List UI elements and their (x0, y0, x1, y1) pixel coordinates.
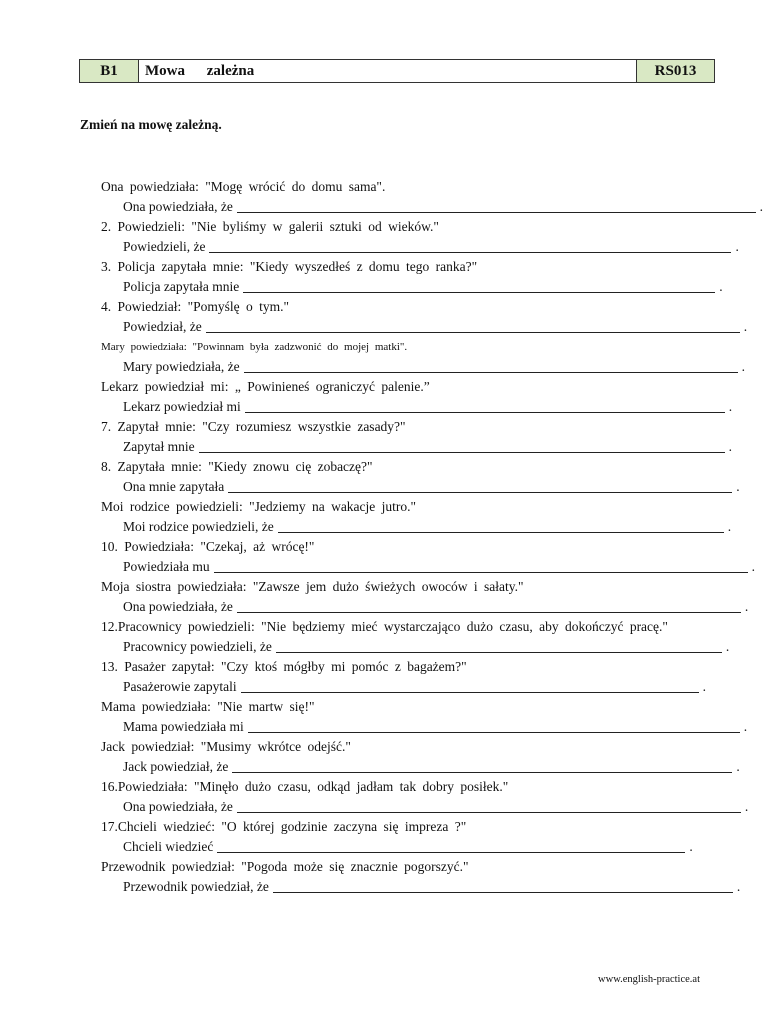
exercise-item: 3. Policja zapytała mnie: "Kiedy wyszedłeś z domu tego ranka?" Policja zapytała mnie . (101, 257, 763, 297)
exercise-item: Moja siostra powiedziała: "Zawsze jem dużo świeżych owoców i sałaty." Ona powiedziała, że . (101, 577, 763, 617)
answer-blank[interactable] (232, 758, 732, 773)
exercise-item: 7. Zapytał mnie: "Czy rozumiesz wszystkie zasady?" Zapytał mnie . (101, 417, 763, 457)
answer-stem: Jack powiedział, że (123, 759, 229, 774)
answer-blank[interactable] (199, 438, 725, 453)
answer-stem: Powiedzieli, że (123, 239, 206, 254)
exercise-prompt: Mama powiedziała: "Nie martw się!" (101, 699, 315, 714)
exercise-item: 13. Pasażer zapytał: "Czy ktoś mógłby mi pomóc z bagażem?" Pasażerowie zapytali . (101, 657, 763, 697)
level-badge: B1 (80, 60, 139, 82)
exercise-item: 17.Chcieli wiedzieć: "O której godzinie zaczyna się impreza ?" Chcieli wiedzieć . (101, 817, 763, 857)
answer-blank[interactable] (241, 678, 699, 693)
answer-blank[interactable] (273, 878, 733, 893)
answer-blank[interactable] (248, 718, 740, 733)
exercise-prompt: 8. Zapytała mnie: "Kiedy znowu cię zobaczę?" (101, 459, 373, 474)
exercise-item: 4. Powiedział: "Pomyślę o tym." Powiedział, że . (101, 297, 763, 337)
answer-blank[interactable] (245, 398, 725, 413)
answer-blank[interactable] (278, 518, 724, 533)
answer-blank[interactable] (237, 598, 741, 613)
exercise-prompt: Jack powiedział: "Musimy wkrótce odejść." (101, 739, 351, 754)
exercise-item: Mary powiedziała: "Powinnam była zadzwonić do mojej matki". Mary powiedziała, że . (101, 337, 763, 377)
instruction-text: Zmień na mowę zależną. (80, 117, 222, 132)
exercise-prompt: 17.Chcieli wiedzieć: "O której godzinie zaczyna się impreza ?" (101, 819, 467, 834)
exercise-prompt: 7. Zapytał mnie: "Czy rozumiesz wszystkie zasady?" (101, 419, 406, 434)
answer-stem: Powiedział, że (123, 319, 202, 334)
exercise-item: Moi rodzice powiedzieli: "Jedziemy na wakacje jutro." Moi rodzice powiedzieli, że . (101, 497, 763, 537)
exercise-item: Lekarz powiedział mi: „ Powinieneś ograniczyć palenie.” Lekarz powiedział mi . (101, 377, 763, 417)
answer-stem: Lekarz powiedział mi (123, 399, 241, 414)
answer-blank[interactable] (244, 358, 738, 373)
exercise-item: Jack powiedział: "Musimy wkrótce odejść." Jack powiedział, że . (101, 737, 763, 777)
answer-blank[interactable] (214, 558, 748, 573)
exercise-item: 8. Zapytała mnie: "Kiedy znowu cię zobaczę?" Ona mnie zapytała . (101, 457, 763, 497)
answer-stem: Pasażerowie zapytali (123, 679, 237, 694)
exercise-prompt: Przewodnik powiedział: "Pogoda może się znacznie pogorszyć." (101, 859, 469, 874)
exercise-prompt: Ona powiedziała: "Mogę wrócić do domu sama". (101, 179, 386, 194)
answer-stem: Mary powiedziała, że (123, 359, 240, 374)
answer-blank[interactable] (228, 478, 732, 493)
exercise-prompt: 13. Pasażer zapytał: "Czy ktoś mógłby mi pomóc z bagażem?" (101, 659, 467, 674)
exercise-prompt: 10. Powiedziała: "Czekaj, aż wrócę!" (101, 539, 315, 554)
answer-blank[interactable] (276, 638, 722, 653)
answer-blank[interactable] (206, 318, 740, 333)
answer-stem: Pracownicy powiedzieli, że (123, 639, 272, 654)
worksheet-header (79, 59, 715, 83)
answer-stem: Zapytał mnie (123, 439, 195, 454)
exercise-prompt: 3. Policja zapytała mnie: "Kiedy wyszedłeś z domu tego ranka?" (101, 259, 478, 274)
exercise-item: 10. Powiedziała: "Czekaj, aż wrócę!" Powiedziała mu . (101, 537, 763, 577)
exercise-item: Mama powiedziała: "Nie martw się!" Mama powiedziała mi . (101, 697, 763, 737)
answer-stem: Ona powiedziała, że (123, 799, 233, 814)
exercise-item: Ona powiedziała: "Mogę wrócić do domu sama". Ona powiedziała, że . (101, 177, 763, 217)
answer-stem: Ona mnie zapytała (123, 479, 225, 494)
exercise-item: 2. Powiedzieli: "Nie byliśmy w galerii sztuki od wieków." Powiedzieli, że . (101, 217, 763, 257)
exercise-item: 12.Pracownicy powiedzieli: "Nie będziemy mieć wystarczająco dużo czasu, aby dokończyć pracę." Pracownicy powiedzieli, że . (101, 617, 763, 657)
worksheet-title: Mowa zależna (139, 60, 636, 82)
answer-stem: Mama powiedziała mi (123, 719, 244, 734)
answer-stem: Ona powiedziała, że (123, 199, 233, 214)
answer-stem: Przewodnik powiedział, że (123, 879, 269, 894)
footer-url: www.english-practice.at (598, 974, 700, 985)
exercise-item: 16.Powiedziała: "Minęło dużo czasu, odkąd jadłam tak dobry posiłek." Ona powiedziała, że . (101, 777, 763, 817)
exercise-prompt: Moja siostra powiedziała: "Zawsze jem dużo świeżych owoców i sałaty." (101, 579, 524, 594)
answer-stem: Powiedziała mu (123, 559, 210, 574)
exercise-prompt: Mary powiedziała: "Powinnam była zadzwonić do mojej matki". (101, 341, 408, 353)
answer-blank[interactable] (237, 198, 756, 213)
answer-stem: Moi rodzice powiedzieli, że (123, 519, 274, 534)
exercise-prompt: 2. Powiedzieli: "Nie byliśmy w galerii sztuki od wieków." (101, 219, 439, 234)
exercise-prompt: 16.Powiedziała: "Minęło dużo czasu, odkąd jadłam tak dobry posiłek." (101, 779, 509, 794)
answer-blank[interactable] (243, 278, 715, 293)
answer-blank[interactable] (209, 238, 731, 253)
answer-stem: Policja zapytała mnie (123, 279, 240, 294)
answer-blank[interactable] (217, 838, 685, 853)
answer-blank[interactable] (237, 798, 741, 813)
exercise-prompt: 4. Powiedział: "Pomyślę o tym." (101, 299, 290, 314)
answer-stem: Ona powiedziała, że (123, 599, 233, 614)
worksheet-code: RS013 (636, 60, 714, 82)
exercise-prompt: Lekarz powiedział mi: „ Powinieneś ograniczyć palenie.” (101, 379, 430, 394)
exercise-item: Przewodnik powiedział: "Pogoda może się znacznie pogorszyć." Przewodnik powiedział, że . (101, 857, 763, 897)
exercise-prompt: Moi rodzice powiedzieli: "Jedziemy na wakacje jutro." (101, 499, 417, 514)
exercise-prompt: 12.Pracownicy powiedzieli: "Nie będziemy mieć wystarczająco dużo czasu, aby dokończyć pracę." (101, 619, 668, 634)
answer-stem: Chcieli wiedzieć (123, 839, 214, 854)
